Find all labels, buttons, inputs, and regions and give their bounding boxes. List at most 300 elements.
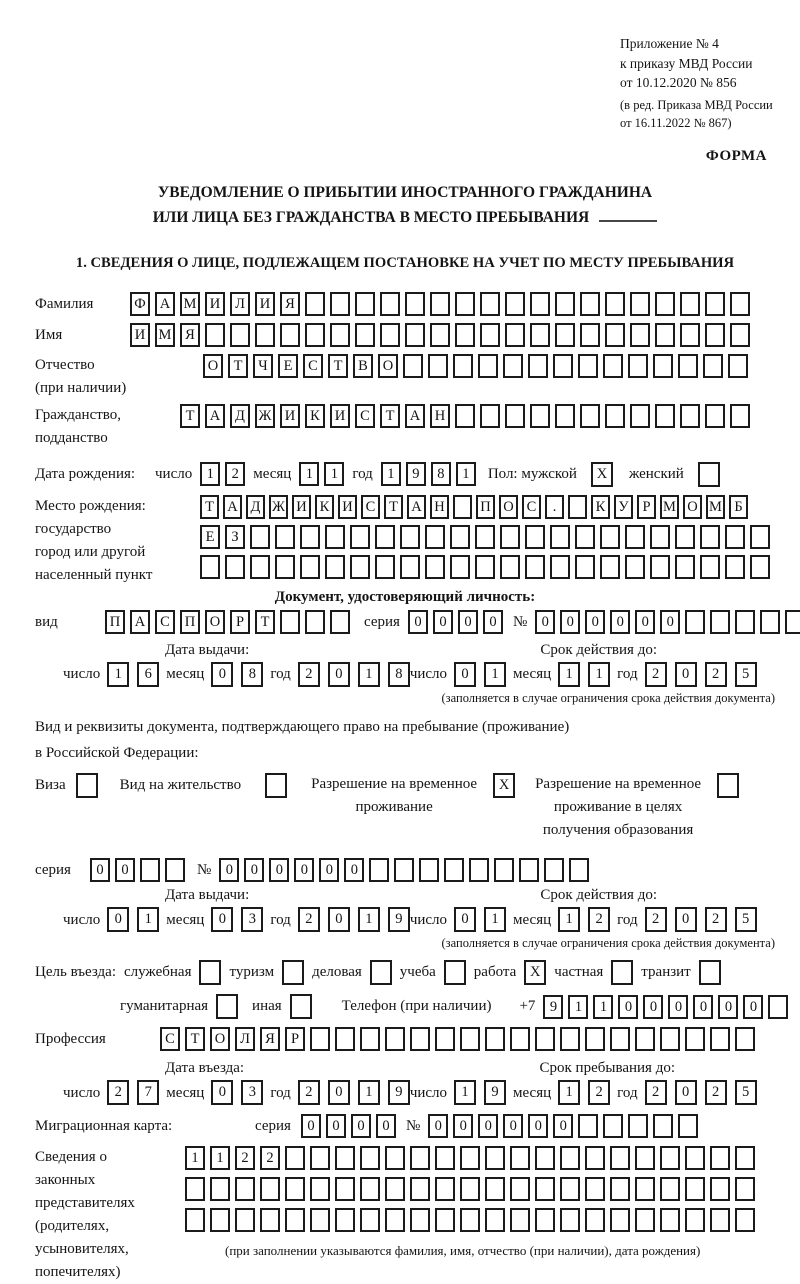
- permit-number-cells: [219, 858, 589, 882]
- char-cell: [455, 404, 475, 428]
- char-cell: И: [330, 404, 350, 428]
- permit-series-cells: [90, 858, 185, 882]
- char-cell: [435, 1027, 455, 1051]
- char-cell: [460, 1146, 480, 1170]
- permit-issue-day-cells: [107, 907, 159, 932]
- char-cell: [585, 1146, 605, 1170]
- char-cell: [310, 1208, 330, 1232]
- char-cell: 9: [484, 1080, 506, 1105]
- char-cell: И: [280, 404, 300, 428]
- char-cell: 0: [618, 995, 638, 1019]
- char-cell: М: [660, 495, 679, 519]
- identity-doc-dates: [35, 662, 775, 687]
- char-cell: 0: [408, 610, 428, 634]
- stay-day-cells: [454, 1080, 506, 1105]
- visit-purpose-row: [35, 960, 775, 985]
- char-cell: [400, 525, 420, 549]
- char-cell: 0: [269, 858, 289, 882]
- char-cell: [425, 525, 445, 549]
- identity-issue-year-cells: [298, 662, 410, 687]
- char-cell: [560, 1146, 580, 1170]
- char-cell: [335, 1146, 355, 1170]
- char-cell: [585, 1208, 605, 1232]
- char-cell: [460, 1177, 480, 1201]
- char-cell: 0: [326, 1114, 346, 1138]
- permit-expiry-header: Срок действия до:: [540, 887, 657, 904]
- char-cell: Т: [255, 610, 275, 634]
- char-cell: О: [205, 610, 225, 634]
- char-cell: [285, 1146, 305, 1170]
- purpose-study-label: учеба: [399, 964, 436, 981]
- char-cell: X: [591, 462, 613, 487]
- char-cell: А: [223, 495, 242, 519]
- char-cell: [710, 1208, 730, 1232]
- char-cell: 1: [558, 1080, 580, 1105]
- char-cell: М: [180, 292, 200, 316]
- entry-month-cells: [211, 1080, 263, 1105]
- char-cell: [535, 1208, 555, 1232]
- char-cell: [335, 1177, 355, 1201]
- char-cell: 9: [406, 462, 426, 486]
- char-cell: X: [493, 773, 515, 798]
- char-cell: Ж: [269, 495, 288, 519]
- char-cell: [310, 1177, 330, 1201]
- char-cell: [285, 1177, 305, 1201]
- legal-subline: от 16.11.2022 № 867): [620, 115, 732, 130]
- birth-date-field: Дата рождения: число 1 2 месяц 1 1 год 1 9 8 1 Пол: мужской X женский: [35, 462, 775, 487]
- char-cell: [705, 292, 725, 316]
- permit-dates: [35, 907, 775, 932]
- char-cell: Т: [228, 354, 248, 378]
- char-cell: Ч: [253, 354, 273, 378]
- birth-date-label: Дата рождения:: [35, 466, 136, 483]
- char-cell: [185, 1177, 205, 1201]
- char-cell: [525, 555, 545, 579]
- visa-checkbox: [76, 773, 98, 798]
- char-cell: [603, 354, 623, 378]
- char-cell: [385, 1027, 405, 1051]
- char-cell: А: [407, 495, 426, 519]
- char-cell: [435, 1177, 455, 1201]
- char-cell: И: [292, 495, 311, 519]
- char-cell: [717, 773, 739, 798]
- char-cell: Р: [637, 495, 656, 519]
- char-cell: [735, 1177, 755, 1201]
- char-cell: [210, 1208, 230, 1232]
- purpose-other-label: иная: [252, 998, 282, 1015]
- char-cell: [578, 354, 598, 378]
- char-cell: [580, 323, 600, 347]
- char-cell: [710, 1177, 730, 1201]
- entry-date-header: Дата въезда:: [165, 1060, 245, 1077]
- form-label: ФОРМА: [705, 147, 767, 164]
- char-cell: [568, 495, 587, 519]
- stay-until-field: число 1 9 месяц 1 2 год 2 0 2 5: [410, 1080, 757, 1105]
- char-cell: О: [210, 1027, 230, 1051]
- char-cell: [505, 404, 525, 428]
- representatives-note: (при заполнении указываются фамилия, имя, отчество (при наличии), дата рождения): [225, 1243, 701, 1259]
- char-cell: [675, 525, 695, 549]
- doc-kind-label: вид: [35, 613, 58, 630]
- identity-doc-heading: Документ, удостоверяющий личность:: [274, 588, 536, 605]
- char-cell: Я: [280, 292, 300, 316]
- purpose-transit-label: транзит: [641, 964, 691, 981]
- purpose-official-label: служебная: [123, 964, 192, 981]
- doc-series-cells: [408, 610, 503, 634]
- char-cell: [200, 555, 220, 579]
- char-cell: [585, 1177, 605, 1201]
- name-cells: [130, 323, 750, 347]
- char-cell: [685, 1027, 705, 1051]
- purpose-tourism-label: туризм: [229, 964, 275, 981]
- char-cell: 1: [324, 462, 344, 486]
- residence-doc-intro1: Вид и реквизиты документа, подтверждающего право на пребывание (проживание): [35, 718, 570, 735]
- char-cell: 0: [433, 610, 453, 634]
- char-cell: [199, 960, 221, 985]
- char-cell: 0: [351, 1114, 371, 1138]
- representatives-cells-row3: [185, 1208, 755, 1232]
- char-cell: И: [205, 292, 225, 316]
- char-cell: [655, 404, 675, 428]
- char-cell: [630, 292, 650, 316]
- char-cell: [660, 1177, 680, 1201]
- char-cell: [430, 292, 450, 316]
- char-cell: [375, 555, 395, 579]
- char-cell: [730, 323, 750, 347]
- char-cell: [685, 1177, 705, 1201]
- char-cell: [735, 610, 755, 634]
- char-cell: [410, 1177, 430, 1201]
- char-cell: [650, 525, 670, 549]
- char-cell: [605, 292, 625, 316]
- char-cell: [469, 858, 489, 882]
- residence-doc-intro2: в Российской Федерации:: [35, 745, 199, 762]
- char-cell: [325, 525, 345, 549]
- char-cell: [369, 858, 389, 882]
- char-cell: [630, 404, 650, 428]
- char-cell: Т: [380, 404, 400, 428]
- purpose-work-checkbox: [524, 960, 546, 985]
- char-cell: П: [476, 495, 495, 519]
- char-cell: 0: [585, 610, 605, 634]
- char-cell: С: [355, 404, 375, 428]
- permit-series-label: серия: [35, 862, 71, 879]
- profession-field: [35, 1027, 775, 1051]
- char-cell: [355, 292, 375, 316]
- profession-label: Профессия: [35, 1031, 106, 1048]
- char-cell: [510, 1177, 530, 1201]
- sex-female-checkbox: [698, 462, 720, 487]
- purpose-official-checkbox: [199, 960, 221, 985]
- char-cell: [453, 495, 472, 519]
- char-cell: З: [225, 525, 245, 549]
- char-cell: 9: [388, 1080, 410, 1105]
- identity-issue-month-cells: [211, 662, 263, 687]
- char-cell: 0: [454, 662, 476, 687]
- char-cell: [635, 1208, 655, 1232]
- char-cell: 0: [319, 858, 339, 882]
- char-cell: [725, 555, 745, 579]
- migration-series-label: серия: [255, 1118, 291, 1135]
- residence-permit-checkbox: [265, 773, 287, 798]
- char-cell: [210, 1177, 230, 1201]
- purpose-tourism-checkbox: [282, 960, 304, 985]
- char-cell: [250, 555, 270, 579]
- form-title-line1: УВЕДОМЛЕНИЕ О ПРИБЫТИИ ИНОСТРАННОГО ГРАЖДАНИНА: [157, 183, 653, 201]
- char-cell: Я: [180, 323, 200, 347]
- char-cell: [625, 525, 645, 549]
- char-cell: [560, 1208, 580, 1232]
- char-cell: 0: [115, 858, 135, 882]
- char-cell: [394, 858, 414, 882]
- char-cell: [610, 1146, 630, 1170]
- birth-year-cells: [381, 462, 476, 486]
- char-cell: [425, 555, 445, 579]
- representatives-field: [35, 1146, 775, 1284]
- char-cell: О: [499, 495, 518, 519]
- char-cell: 5: [735, 1080, 757, 1105]
- char-cell: С: [155, 610, 175, 634]
- char-cell: [650, 555, 670, 579]
- char-cell: [660, 1208, 680, 1232]
- char-cell: .: [545, 495, 564, 519]
- char-cell: [300, 525, 320, 549]
- char-cell: [635, 1146, 655, 1170]
- char-cell: [282, 960, 304, 985]
- char-cell: [305, 292, 325, 316]
- char-cell: 0: [428, 1114, 448, 1138]
- char-cell: И: [130, 323, 150, 347]
- char-cell: И: [338, 495, 357, 519]
- char-cell: [385, 1208, 405, 1232]
- char-cell: [705, 404, 725, 428]
- char-cell: Д: [230, 404, 250, 428]
- stay-month-cells: [558, 1080, 610, 1105]
- char-cell: [310, 1027, 330, 1051]
- char-cell: [460, 1027, 480, 1051]
- char-cell: [494, 858, 514, 882]
- identity-expiry-month-cells: [558, 662, 610, 687]
- temp-residence-edu-label: Разрешение на временное проживание в целях получения образования: [535, 775, 702, 839]
- migration-card-field: [35, 1114, 775, 1138]
- citizenship-field: [35, 404, 775, 450]
- stay-year-cells: [645, 1080, 757, 1105]
- char-cell: 1: [558, 662, 580, 687]
- char-cell: Р: [285, 1027, 305, 1051]
- entry-day-cells: [107, 1080, 159, 1105]
- char-cell: [410, 1208, 430, 1232]
- char-cell: М: [155, 323, 175, 347]
- char-cell: 1: [588, 662, 610, 687]
- char-cell: П: [105, 610, 125, 634]
- char-cell: [768, 995, 788, 1019]
- char-cell: [485, 1027, 505, 1051]
- char-cell: 2: [588, 907, 610, 932]
- char-cell: [330, 323, 350, 347]
- representatives-label: Сведения о законных представителях (родителях, усыновителях, попечителях): [35, 1149, 135, 1281]
- char-cell: [544, 858, 564, 882]
- char-cell: [635, 1177, 655, 1201]
- char-cell: В: [353, 354, 373, 378]
- char-cell: [660, 1027, 680, 1051]
- char-cell: 1: [558, 907, 580, 932]
- char-cell: [255, 323, 275, 347]
- char-cell: С: [522, 495, 541, 519]
- entry-dates: [35, 1080, 775, 1105]
- stay-until-header: Срок пребывания до:: [539, 1060, 675, 1077]
- char-cell: [428, 354, 448, 378]
- identity-issue-date-field: число 1 6 месяц 0 8 год 2 0 1 8: [63, 662, 410, 687]
- char-cell: 0: [453, 1114, 473, 1138]
- char-cell: [280, 610, 300, 634]
- char-cell: 1: [210, 1146, 230, 1170]
- char-cell: 0: [244, 858, 264, 882]
- char-cell: 0: [528, 1114, 548, 1138]
- char-cell: [265, 773, 287, 798]
- char-cell: Е: [278, 354, 298, 378]
- char-cell: 1: [137, 907, 159, 932]
- permit-expiry-year-cells: [645, 907, 757, 932]
- char-cell: [455, 292, 475, 316]
- char-cell: [335, 1027, 355, 1051]
- char-cell: С: [303, 354, 323, 378]
- char-cell: [578, 1114, 598, 1138]
- char-cell: [735, 1146, 755, 1170]
- char-cell: 0: [668, 995, 688, 1019]
- char-cell: 1: [299, 462, 319, 486]
- char-cell: 2: [645, 662, 667, 687]
- char-cell: 1: [358, 1080, 380, 1105]
- birth-place-label: Место рождения: государство город или другой населенный пункт: [35, 497, 153, 583]
- char-cell: [478, 354, 498, 378]
- migration-number-cells: [428, 1114, 698, 1138]
- char-cell: [360, 1146, 380, 1170]
- sex-female-label: женский: [628, 466, 684, 483]
- char-cell: [280, 323, 300, 347]
- char-cell: [505, 323, 525, 347]
- char-cell: [355, 323, 375, 347]
- char-cell: [300, 555, 320, 579]
- char-cell: [675, 555, 695, 579]
- identity-issue-day-cells: [107, 662, 159, 687]
- char-cell: [535, 1177, 555, 1201]
- char-cell: [610, 1208, 630, 1232]
- char-cell: [653, 354, 673, 378]
- char-cell: 0: [458, 610, 478, 634]
- char-cell: 0: [344, 858, 364, 882]
- char-cell: [625, 555, 645, 579]
- temp-residence-label: Разрешение на временное проживание: [311, 775, 478, 815]
- char-cell: [710, 610, 730, 634]
- char-cell: 0: [693, 995, 713, 1019]
- entry-year-cells: [298, 1080, 410, 1105]
- char-cell: А: [130, 610, 150, 634]
- char-cell: [580, 404, 600, 428]
- char-cell: [275, 525, 295, 549]
- char-cell: 1: [484, 907, 506, 932]
- char-cell: [555, 323, 575, 347]
- char-cell: [575, 525, 595, 549]
- char-cell: 0: [675, 662, 697, 687]
- char-cell: Ф: [130, 292, 150, 316]
- char-cell: [611, 960, 633, 985]
- phone-cells: [543, 995, 788, 1019]
- char-cell: [519, 858, 539, 882]
- char-cell: 1: [358, 662, 380, 687]
- char-cell: [655, 323, 675, 347]
- char-cell: 1: [484, 662, 506, 687]
- char-cell: [275, 555, 295, 579]
- char-cell: [165, 858, 185, 882]
- char-cell: 1: [456, 462, 476, 486]
- legal-line: Приложение № 4: [620, 36, 719, 51]
- purpose-private-checkbox: [611, 960, 633, 985]
- char-cell: [575, 555, 595, 579]
- char-cell: [225, 555, 245, 579]
- char-cell: 0: [503, 1114, 523, 1138]
- form-title-line2: ИЛИ ЛИЦА БЕЗ ГРАЖДАНСТВА В МЕСТО ПРЕБЫВАНИЯ: [35, 206, 775, 231]
- residence-permit-label: Вид на жительство: [119, 776, 242, 793]
- char-cell: [435, 1146, 455, 1170]
- char-cell: Н: [430, 404, 450, 428]
- char-cell: [385, 1146, 405, 1170]
- char-cell: 0: [328, 1080, 350, 1105]
- surname-cells: [130, 292, 750, 316]
- migration-card-label: Миграционная карта:: [35, 1118, 173, 1135]
- char-cell: [485, 1177, 505, 1201]
- purpose-humanitarian-checkbox: [216, 994, 238, 1019]
- birth-place-cells-row1: [200, 495, 770, 519]
- char-cell: [510, 1146, 530, 1170]
- char-cell: [385, 1177, 405, 1201]
- legal-line: от 10.12.2020 № 856: [620, 75, 737, 91]
- char-cell: 2: [645, 907, 667, 932]
- permit-expiry-day-cells: [454, 907, 506, 932]
- char-cell: X: [524, 960, 546, 985]
- char-cell: [628, 1114, 648, 1138]
- char-cell: [525, 525, 545, 549]
- char-cell: 0: [376, 1114, 396, 1138]
- char-cell: 0: [643, 995, 663, 1019]
- char-cell: [560, 1027, 580, 1051]
- name-label: Имя: [35, 326, 63, 343]
- char-cell: [750, 525, 770, 549]
- legal-line: к приказу МВД России: [620, 55, 753, 71]
- char-cell: 2: [235, 1146, 255, 1170]
- permit-issue-year-cells: [298, 907, 410, 932]
- char-cell: [628, 354, 648, 378]
- char-cell: 0: [635, 610, 655, 634]
- char-cell: 1: [200, 462, 220, 486]
- char-cell: [350, 525, 370, 549]
- char-cell: [585, 1027, 605, 1051]
- char-cell: Л: [230, 292, 250, 316]
- char-cell: Т: [185, 1027, 205, 1051]
- char-cell: [750, 555, 770, 579]
- char-cell: [405, 292, 425, 316]
- char-cell: [450, 525, 470, 549]
- char-cell: О: [378, 354, 398, 378]
- name-field: [35, 323, 775, 347]
- header: [35, 34, 775, 132]
- birth-place-field: [35, 495, 775, 587]
- char-cell: 5: [735, 907, 757, 932]
- char-cell: И: [255, 292, 275, 316]
- char-cell: [530, 323, 550, 347]
- char-cell: 0: [211, 907, 233, 932]
- char-cell: [700, 555, 720, 579]
- identity-expiry-day-cells: [454, 662, 506, 687]
